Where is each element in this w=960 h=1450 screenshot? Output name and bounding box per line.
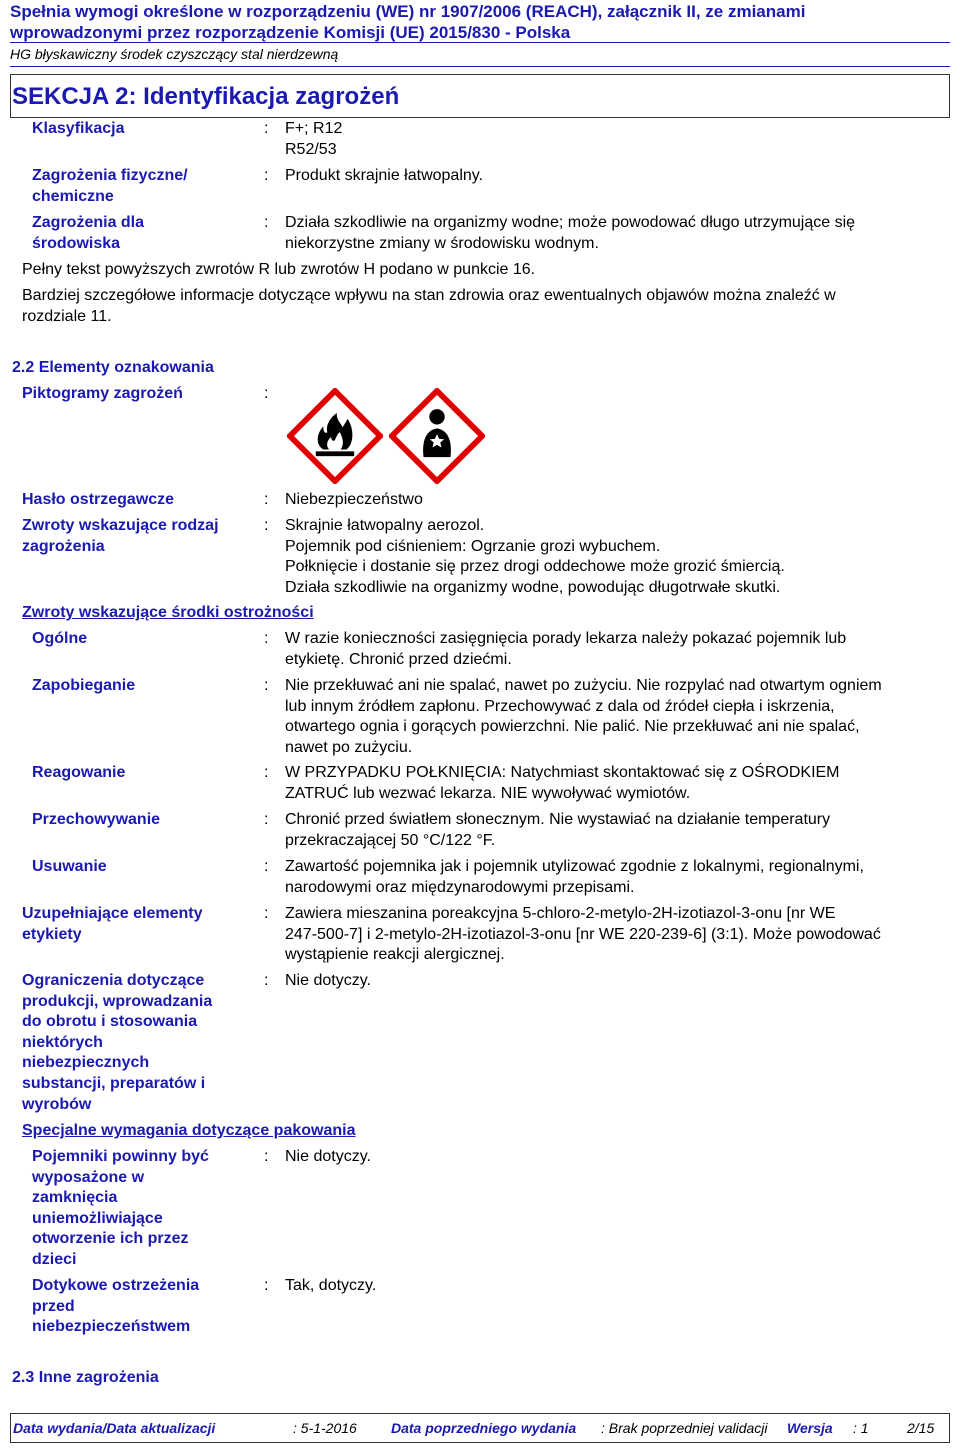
restrictions-colon: : (264, 972, 269, 989)
disposal-value: Zawartość pojemnika jak i pojemnik utylizować zgodnie z lokalnymi, regionalnymi, narodowymi oraz międzynarodowymi przepisami. (285, 858, 864, 896)
precautionary-heading: Zwroty wskazujące środki ostrożności (22, 604, 314, 621)
child-resistant-value: Nie dotyczy. (285, 1148, 371, 1165)
prevention-label: Zapobieganie (32, 677, 136, 694)
child-resistant-label: Pojemniki powinny być wyposażone w zamknięcia uniemożliwiające otworzenie ich przez dzieci (32, 1148, 209, 1268)
response-label: Reagowanie (32, 764, 126, 781)
classification-line: F+; R12 (285, 120, 343, 137)
response-value: W PRZYPADKU POŁKNIĘCIA: Natychmiast skontaktować się z OŚRODKIEM ZATRUĆ lub wezwać lekarza. NIE wywoływać wymiotów. (285, 764, 840, 802)
pictograms-label: Piktogramy zagrożeń (22, 385, 183, 402)
storage-label: Przechowywanie (32, 811, 161, 828)
environment-hazards-label: Zagrożenia dla środowiska (32, 214, 145, 252)
hazard-statements-colon: : (264, 517, 269, 534)
flame-icon (287, 388, 383, 484)
restrictions-value: Nie dotyczy. (285, 972, 371, 989)
health-effects-note: Bardziej szczegółowe informacje dotyczące wpływu na stan zdrowia oraz ewentualnych objawów można znaleźć w rozdziale 11. (22, 287, 836, 325)
physical-hazards-value: Produkt skrajnie łatwopalny. (285, 167, 484, 184)
prevention-value: Nie przekłuwać ani nie spalać, nawet po zużyciu. Nie rozpylać nad otwartym ogniem lub innym źródłem zapłonu. Przechowywać z dala od źródeł ciepła i iskrzenia, otwartego ognia i gorących powierzchni. Nie palić. Nie przekłuwać ani nie spalać, nawet po zużyciu. (285, 677, 882, 756)
header-rule-bottom (10, 66, 950, 67)
disposal-label: Usuwanie (32, 858, 107, 875)
classification-value (285, 119, 950, 160)
general-label: Ogólne (32, 630, 88, 647)
supplemental-label: Uzupełniające elementy etykiety (22, 905, 203, 943)
storage-colon: : (264, 811, 269, 828)
header-line-2: wprowadzonymi przez rozporządzenie Komisji (UE) 2015/830 - Polska (10, 23, 571, 42)
health-hazard-icon (389, 388, 485, 484)
physical-hazards-label: Zagrożenia fizyczne/ chemiczne (32, 167, 188, 205)
hazard-statements-label: Zwroty wskazujące rodzaj zagrożenia (22, 517, 219, 555)
footer-prev-label: Data poprzedniego wydania (391, 1420, 577, 1436)
supplemental-colon: : (264, 905, 269, 922)
physical-hazards-colon: : (264, 167, 269, 184)
child-resistant-colon: : (264, 1148, 269, 1165)
document-header (10, 1, 950, 43)
environment-hazards-colon: : (264, 214, 269, 231)
footer-version-label: Wersja (787, 1420, 833, 1436)
supplemental-value: Zawiera mieszanina poreakcyjna 5-chloro-2-metylo-2H-izotiazol-3-onu [nr WE 247-500-7] i 2-metylo-2H-izotiazol-3-onu [nr WE 220-239-6] (3:1). Może powodować wystąpienie reakcji alergicznej. (285, 905, 881, 964)
tactile-warning-value: Tak, dotyczy. (285, 1277, 377, 1294)
other-hazards-heading: 2.3 Inne zagrożenia (12, 1369, 159, 1386)
tactile-warning-label: Dotykowe ostrzeżenia przed niebezpieczeństwem (32, 1277, 200, 1336)
header-rule-top (10, 42, 950, 43)
section-title: SEKCJA 2: Identyfikacja zagrożeń (12, 83, 400, 110)
footer-version-value: : 1 (853, 1420, 869, 1436)
general-colon: : (264, 630, 269, 647)
hazard-statements-value: Skrajnie łatwopalny aerozol. Pojemnik pod ciśnieniem: Ogrzanie grozi wybuchem. Połknięcie i dostanie się przez drogi oddechowe może grozić śmiercią. Działa szkodliwie na organizmy wodne, powodując długotrwałe skutki. (285, 517, 785, 596)
footer-prev-value: : Brak poprzedniej validacji (601, 1420, 768, 1436)
header-line-1: Spełnia wymogi określone w rozporządzeniu (WE) nr 1907/2006 (REACH), załącznik II, ze zmianami (10, 2, 806, 21)
labelling-heading: 2.2 Elementy oznakowania (12, 359, 214, 376)
signal-word-value: Niebezpieczeństwo (285, 491, 423, 508)
pictograms-colon: : (264, 385, 269, 402)
footer-date-label: Data wydania/Data aktualizacji (13, 1420, 216, 1436)
tactile-warning-colon: : (264, 1277, 269, 1294)
prevention-colon: : (264, 677, 269, 694)
classification-line: R52/53 (285, 140, 337, 158)
product-name: HG błyskawiczny środek czyszczący stal nierdzewną (10, 46, 339, 62)
footer-date-value: : 5-1-2016 (293, 1420, 357, 1436)
packaging-heading: Specjalne wymagania dotyczące pakowania (22, 1122, 356, 1139)
footer-page-number: 2/15 (907, 1420, 935, 1436)
r-phrases-note: Pełny tekst powyższych zwrotów R lub zwrotów H podano w punkcie 16. (22, 261, 536, 278)
page-footer (10, 1413, 950, 1443)
signal-word-colon: : (264, 491, 269, 508)
storage-value: Chronić przed światłem słonecznym. Nie wystawiać na działanie temperatury przekraczającej 50 °C/122 °F. (285, 811, 831, 849)
signal-word-label: Hasło ostrzegawcze (22, 491, 175, 508)
classification-colon: : (264, 120, 269, 137)
environment-hazards-value: Działa szkodliwie na organizmy wodne; może powodować długo utrzymujące się niekorzystne zmiany w środowisku wodnym. (285, 214, 856, 252)
classification-label: Klasyfikacja (32, 120, 125, 137)
response-colon: : (264, 764, 269, 781)
disposal-colon: : (264, 858, 269, 875)
restrictions-label: Ograniczenia dotyczące produkcji, wprowadzania do obrotu i stosowania niektórych niebezpiecznych substancji, preparatów i wyrobów (22, 972, 213, 1113)
general-value: W razie konieczności zasięgnięcia porady lekarza należy pokazać pojemnik lub etykietę. Chronić przed dziećmi. (285, 630, 847, 668)
